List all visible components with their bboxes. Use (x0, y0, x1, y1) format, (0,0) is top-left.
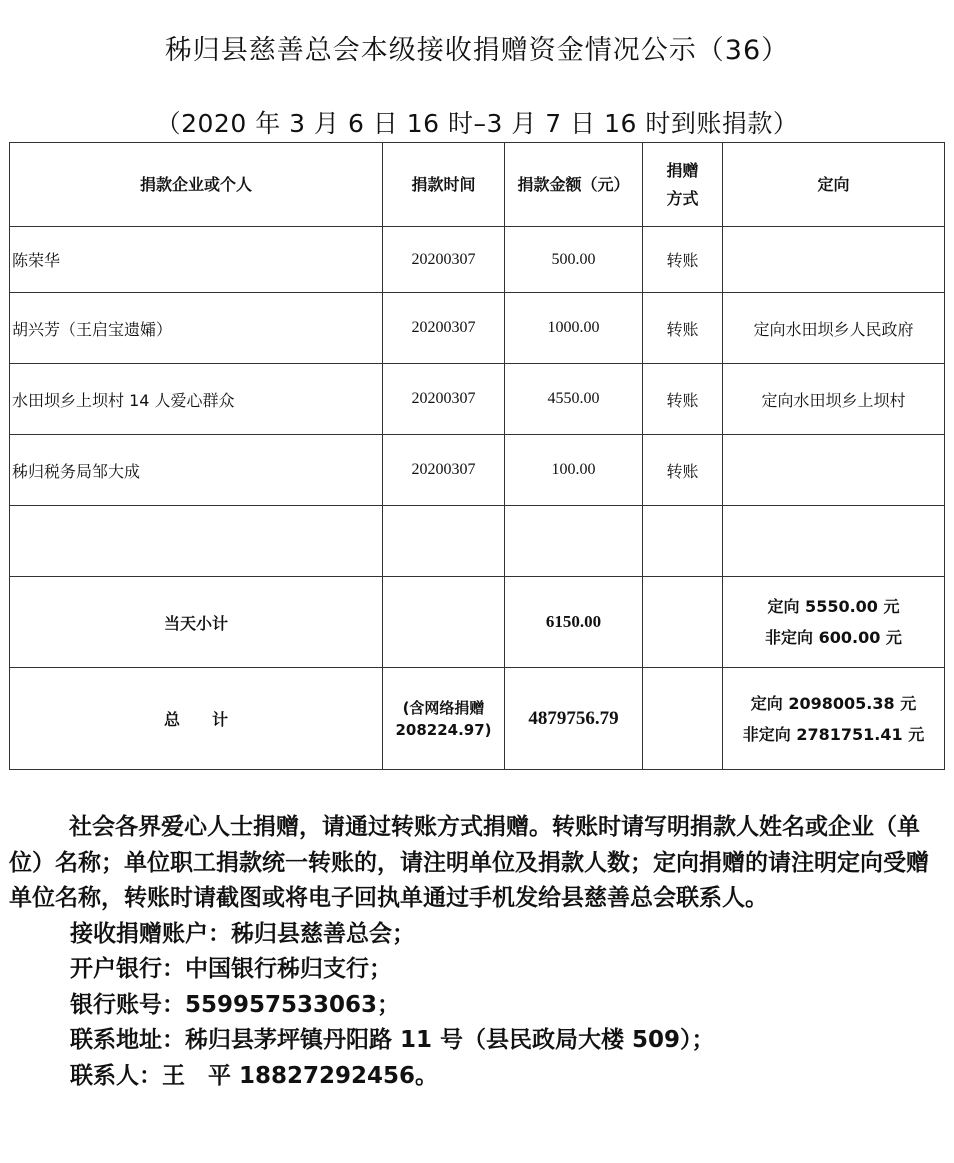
amount-cell: 500.00 (505, 227, 643, 293)
online-note-line2: 208224.97) (395, 720, 492, 739)
notice-contact: 联系人：王 平 18827292456。 (70, 1062, 439, 1089)
method-cell: 转账 (643, 364, 723, 435)
date-cell: 20200307 (383, 227, 505, 293)
direction-cell: 定向水田坝乡人民政府 (723, 293, 945, 364)
date-cell: 20200307 (383, 435, 505, 506)
table-row (10, 293, 945, 364)
donor-cell: 水田坝乡上坝村 14 人爱心群众 (10, 364, 383, 435)
donation-notice (9, 810, 944, 1094)
header-method-line1: 捐赠 (666, 160, 699, 180)
amount-cell: 1000.00 (505, 293, 643, 364)
page-subtitle: （2020 年 3 月 6 日 16 时–3 月 7 日 16 时到账捐款） (155, 109, 799, 138)
table-row (10, 435, 945, 506)
table-header-row (10, 143, 945, 227)
notice-account: 接收捐赠账户：秭归县慈善总会； (70, 920, 415, 947)
header-date: 捐款时间 (383, 143, 505, 227)
method-cell: 转账 (643, 435, 723, 506)
total-direction (723, 668, 945, 770)
subtotal-directed: 定向 5550.00 元 (767, 597, 900, 616)
method-cell: 转账 (643, 293, 723, 364)
notice-bank: 开户银行：中国银行秭归支行； (70, 956, 392, 982)
notice-account-number: 银行账号：559957533063； (70, 991, 401, 1018)
date-cell: 20200307 (383, 293, 505, 364)
donor-cell: 秭归税务局邹大成 (10, 435, 383, 506)
amount-cell: 100.00 (505, 435, 643, 506)
subtotal-amount: 6150.00 (505, 577, 643, 668)
total-label: 总 计 (10, 668, 383, 770)
notice-address: 联系地址：秭归县茅坪镇丹阳路 11 号（县民政局大楼 509）； (70, 1027, 715, 1053)
header-amount: 捐款金额（元） (505, 143, 643, 227)
donor-cell: 陈荣华 (10, 227, 383, 293)
total-undirected: 非定向 2781751.41 元 (742, 724, 925, 744)
direction-cell: 定向水田坝乡上坝村 (723, 364, 945, 435)
online-note-line1: (含网络捐赠 (402, 698, 485, 717)
notice-paragraph: 社会各界爱心人士捐赠，请通过转账方式捐赠。转账时请写明捐款人姓名或企业（单位）名称；单位职工捐款统一转账的，请注明单位及捐款人数；定向捐赠的请注明定向受赠单位名称，转账时请截图或将电子回执单通过手机发给县慈善总会联系人。 (9, 814, 929, 911)
subtotal-direction (723, 577, 945, 668)
donor-cell: 胡兴芳（王启宝遗孀） (10, 293, 383, 364)
total-amount: 4879756.79 (505, 668, 643, 770)
page-title: 秭归县慈善总会本级接收捐赠资金情况公示（36） (164, 35, 790, 66)
total-directed: 定向 2098005.38 元 (750, 693, 917, 713)
table-row (10, 227, 945, 293)
table-row (10, 364, 945, 435)
header-direction: 定向 (723, 143, 945, 227)
header-method-line2: 方式 (666, 188, 699, 208)
date-cell: 20200307 (383, 364, 505, 435)
subtotal-label: 当天小计 (10, 577, 383, 668)
header-donor: 捐款企业或个人 (10, 143, 383, 227)
header-method (643, 143, 723, 227)
subtotal-undirected: 非定向 600.00 元 (765, 628, 902, 647)
donation-table (9, 142, 945, 770)
direction-cell (723, 227, 945, 293)
total-online-note (383, 668, 505, 770)
empty-row (10, 506, 945, 577)
amount-cell: 4550.00 (505, 364, 643, 435)
total-row (10, 668, 945, 770)
direction-cell (723, 435, 945, 506)
subtotal-row (10, 577, 945, 668)
method-cell: 转账 (643, 227, 723, 293)
